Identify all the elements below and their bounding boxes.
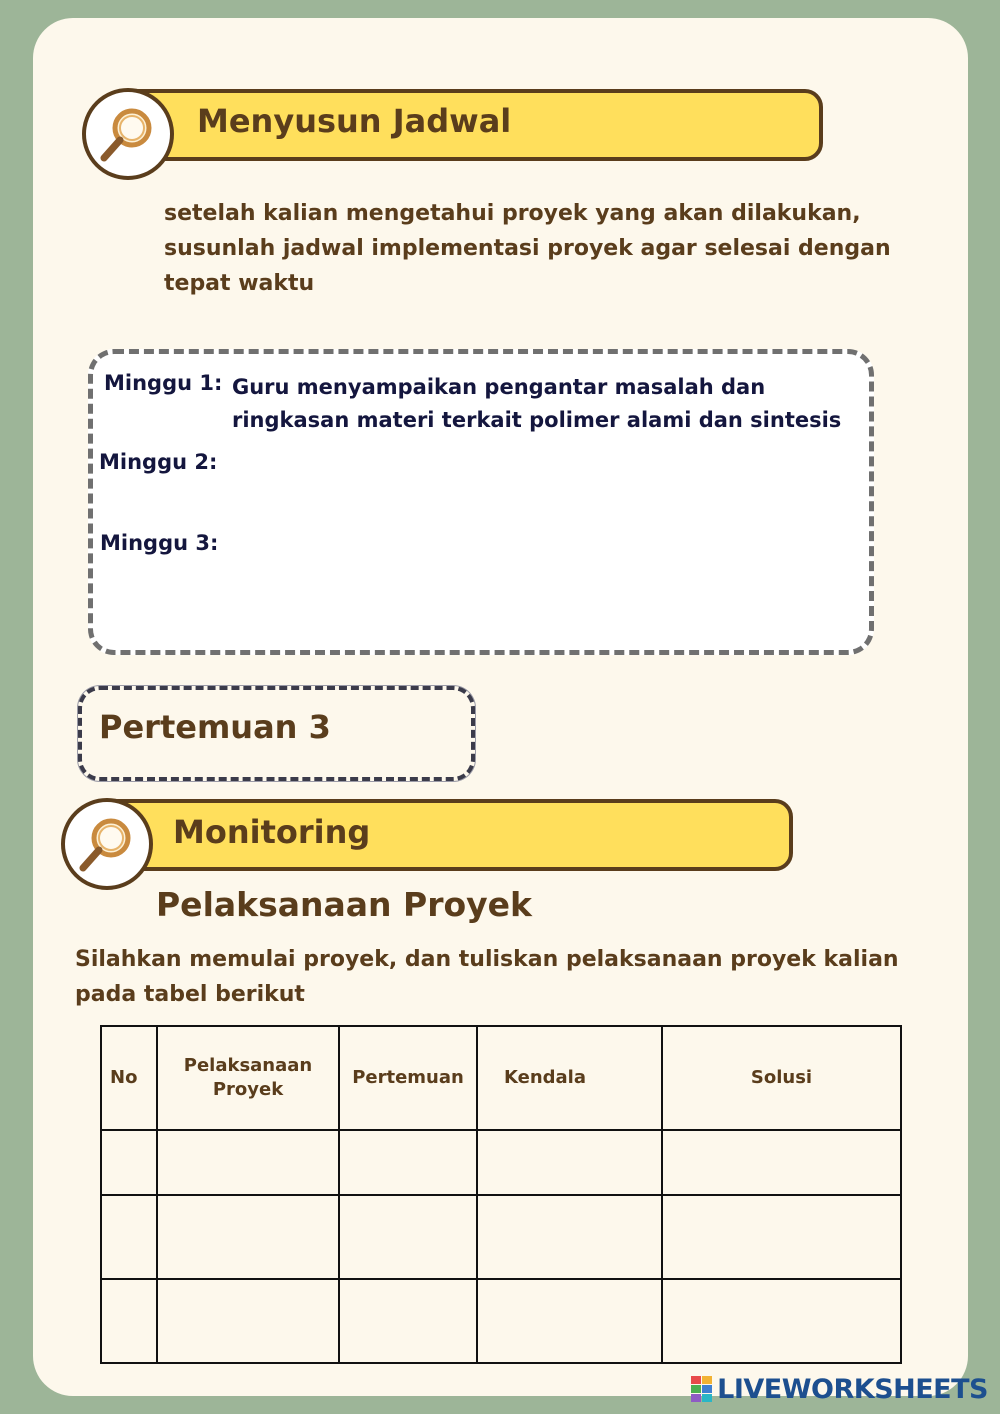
table-cell[interactable] — [101, 1195, 157, 1279]
table-cell[interactable] — [662, 1279, 901, 1363]
week-1-label: Minggu 1: — [104, 371, 223, 395]
table-cell[interactable] — [339, 1130, 477, 1195]
table-cell[interactable] — [662, 1130, 901, 1195]
schedule-instruction-text: setelah kalian mengetahui proyek yang akan dilakukan, susunlah jadwal implementasi proyek agar selesai dengan tepat waktu — [164, 201, 891, 296]
table-cell[interactable] — [157, 1130, 339, 1195]
week-1-text[interactable]: Guru menyampaikan pengantar masalah dan ringkasan materi terkait polimer alami dan sintesis — [232, 375, 842, 432]
table-cell[interactable] — [477, 1279, 662, 1363]
table-row — [101, 1279, 901, 1363]
monitoring-subtitle: Pelaksanaan Proyek — [156, 885, 532, 924]
header-pertemuan: Pertemuan — [339, 1026, 477, 1130]
magnifier-icon — [61, 798, 153, 890]
week-2-label: Minggu 2: — [99, 450, 218, 474]
week-3-label: Minggu 3: — [100, 531, 219, 555]
liveworksheets-logo-icon — [691, 1376, 713, 1402]
table-cell[interactable] — [339, 1195, 477, 1279]
liveworksheets-logo — [691, 1372, 988, 1406]
table-cell[interactable] — [101, 1279, 157, 1363]
header-pelaksanaan-proyek: Pelaksanaan Proyek — [157, 1026, 339, 1130]
monitoring-instruction-text: Silahkan memulai proyek, dan tuliskan pelaksanaan proyek kalian pada tabel berikut — [75, 947, 899, 1007]
table-cell[interactable] — [477, 1195, 662, 1279]
table-cell[interactable] — [157, 1195, 339, 1279]
table-cell[interactable] — [339, 1279, 477, 1363]
header-kendala: Kendala — [477, 1026, 662, 1130]
table-cell[interactable] — [157, 1279, 339, 1363]
monitoring-table — [100, 1025, 902, 1364]
liveworksheets-logo-text: LIVEWORKSHEETS — [717, 1373, 988, 1405]
table-header-row — [101, 1026, 901, 1130]
table-cell[interactable] — [101, 1130, 157, 1195]
table-cell[interactable] — [662, 1195, 901, 1279]
header-solusi: Solusi — [662, 1026, 901, 1130]
meeting-title: Pertemuan 3 — [99, 708, 331, 746]
table-row — [101, 1195, 901, 1279]
table-cell[interactable] — [477, 1130, 662, 1195]
section-title-schedule: Menyusun Jadwal — [197, 102, 512, 140]
table-row — [101, 1130, 901, 1195]
section-title-monitoring: Monitoring — [173, 813, 371, 851]
header-no: No — [101, 1026, 157, 1130]
magnifier-icon — [82, 88, 174, 180]
